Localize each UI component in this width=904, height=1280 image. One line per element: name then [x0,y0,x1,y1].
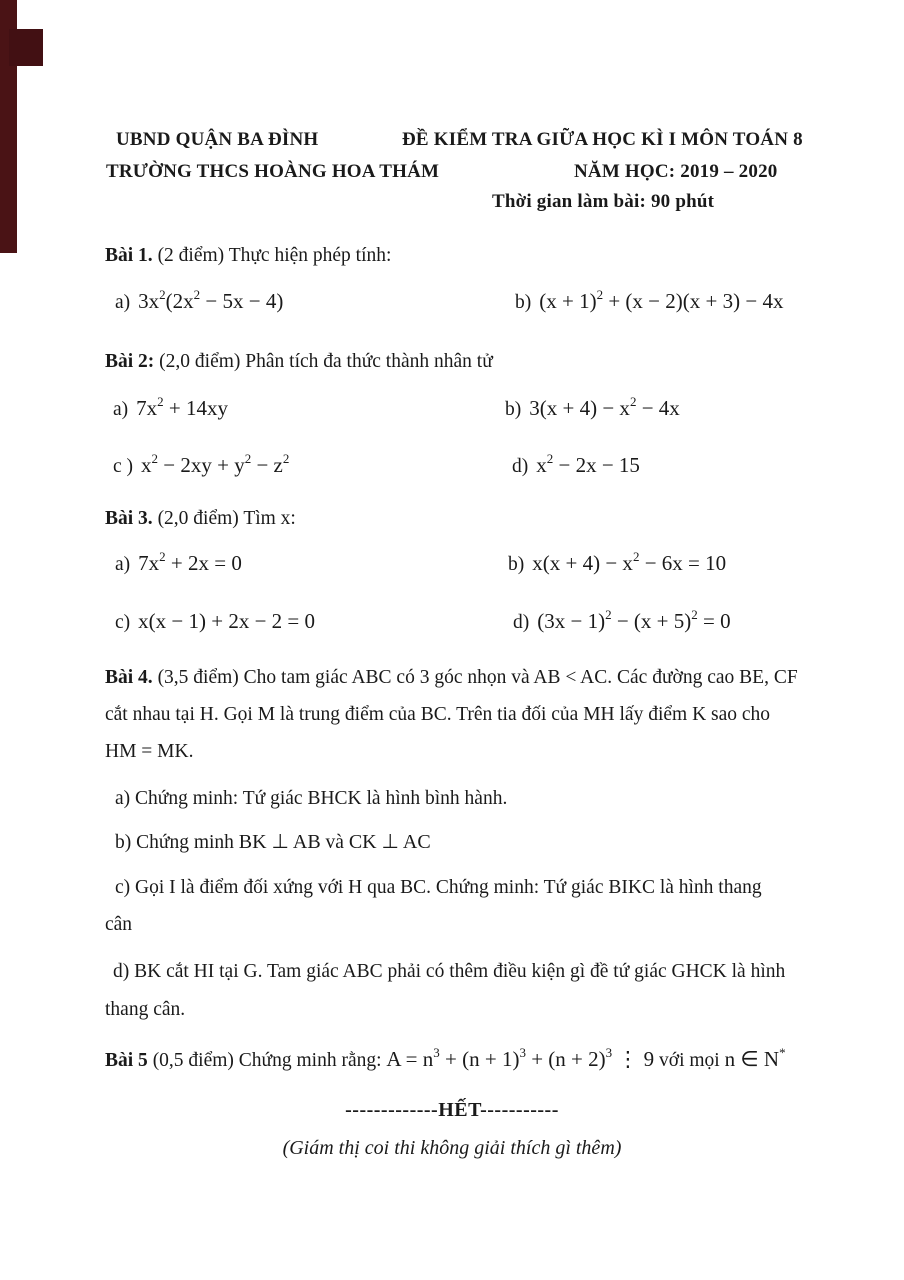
part-label: b) [505,399,522,420]
problem-5-line [105,1046,786,1073]
part-label: a) [113,399,129,420]
part-label: c ) [113,456,134,477]
school-name: TRƯỜNG THCS HOÀNG HOA THÁM [106,161,440,182]
problem-4-intro-line-1 [105,666,798,690]
part-label: d) [512,456,529,477]
problem-2-part-d [512,452,640,479]
problem-4-part-a: a) Chứng minh: Tứ giác BHCK là hình bình hành. [115,788,508,809]
problem-2-heading [105,350,493,374]
part-label: c) [115,612,131,633]
problem-5-suffix: với mọi [654,1050,725,1071]
problem-5-domain: n ∈ N* [724,1045,786,1071]
part-math: $(3x - 1)^2 - (x + 5)^2 = 0$ [537,607,731,633]
problem-4-part-d-line-1: d) BK cắt HI tại G. Tam giác ABC phải có thêm điều kiện gì đề tứ giác GHCK là hình [113,961,786,982]
problem-5-title: Bài 5 [105,1050,148,1071]
problem-4-intro-line-3: HM = MK. [105,741,194,762]
part-b-text-middle: và [320,832,349,853]
part-math: $7x^2 + 2x = 0$ [138,549,242,575]
part-math: $(x + 1)^2 + (x - 2)(x + 3) - 4x$ [539,287,784,313]
problem-3-title: Bài 3. [105,508,153,529]
problem-1-part-b [515,288,783,315]
problem-4-part-b [115,830,431,855]
problem-3-heading [105,507,296,531]
exam-duration: Thời gian làm bài: 90 phút [492,191,715,212]
part-math: $7x^2 + 14xy$ [136,394,228,420]
problem-1-desc: (2 điểm) Thực hiện phép tính: [152,245,392,266]
part-b-text: b) Chứng minh [115,832,239,853]
problem-3-part-c [115,608,315,635]
part-math: $x^2 - 2xy + y^2 - z^2$ [141,451,290,477]
problem-3-part-d [513,608,731,635]
problem-1-title: Bài 1. [105,245,153,266]
part-math: $3(x + 4) - x^2 - 4x$ [529,394,680,420]
problem-2-desc: (2,0 điểm) Phân tích đa thức thành nhân tử [154,351,493,372]
part-b-math-1: BK ⊥ AB [238,831,321,853]
problem-5-desc: (0,5 điểm) Chứng minh rằng: [147,1050,387,1071]
part-b-math-2: CK ⊥ AC [348,831,431,853]
part-label: b) [508,554,525,575]
problem-1-heading [105,244,391,268]
problem-5-formula: $A = n^3 + (n + 1)^3 + (n + 2)^3$ ⋮ 9 [386,1045,655,1071]
part-math: $x(x + 4) - x^2 - 6x = 10$ [532,549,727,575]
problem-2-part-a [113,395,228,422]
problem-4-part-d-line-2: thang cân. [105,999,186,1020]
problem-4-part-c-line-2: cân [105,914,133,935]
proctor-note: (Giám thị coi thi không giải thích gì thêm) [282,1137,622,1159]
problem-3-desc: (2,0 điểm) Tìm x: [152,508,296,529]
part-label: d) [513,612,530,633]
problem-4-part-c-line-1: c) Gọi I là điểm đối xứng với H qua BC. Chứng minh: Tứ giác BIKC là hình thang [115,877,762,898]
problem-4-intro-line-2: cắt nhau tại H. Gọi M là trung điểm của BC. Trên tia đối của MH lấy điểm K sao cho [105,704,771,725]
part-label: a) [115,554,131,575]
scan-artifact-square [9,29,43,66]
part-label: b) [515,292,532,313]
part-math: $3x^2(2x^2 - 5x - 4)$ [138,287,284,313]
part-math: $x^2 - 2x - 15$ [536,451,640,477]
problem-4-title: Bài 4. [105,667,153,688]
issuing-authority: UBND QUẬN BA ĐÌNH [116,129,319,150]
problem-3-part-b [508,550,726,577]
problem-2-part-b [505,395,680,422]
problem-2-title: Bài 2: [105,351,155,372]
part-math: x(x − 1) + 2x − 2 = 0 [138,609,316,633]
part-label: a) [115,292,131,313]
exam-title: ĐỀ KIỂM TRA GIỮA HỌC KÌ I MÔN TOÁN 8 [402,129,803,150]
end-marker: -------------HẾT----------- [345,1099,559,1121]
school-year: NĂM HỌC: 2019 – 2020 [574,161,778,182]
problem-2-part-c [113,452,289,479]
problem-4-intro-rest: (3,5 điểm) Cho tam giác ABC có 3 góc nhọn và AB < AC. Các đường cao BE, CF [152,667,798,688]
problem-3-part-a [115,550,242,577]
problem-1-part-a [115,288,283,315]
